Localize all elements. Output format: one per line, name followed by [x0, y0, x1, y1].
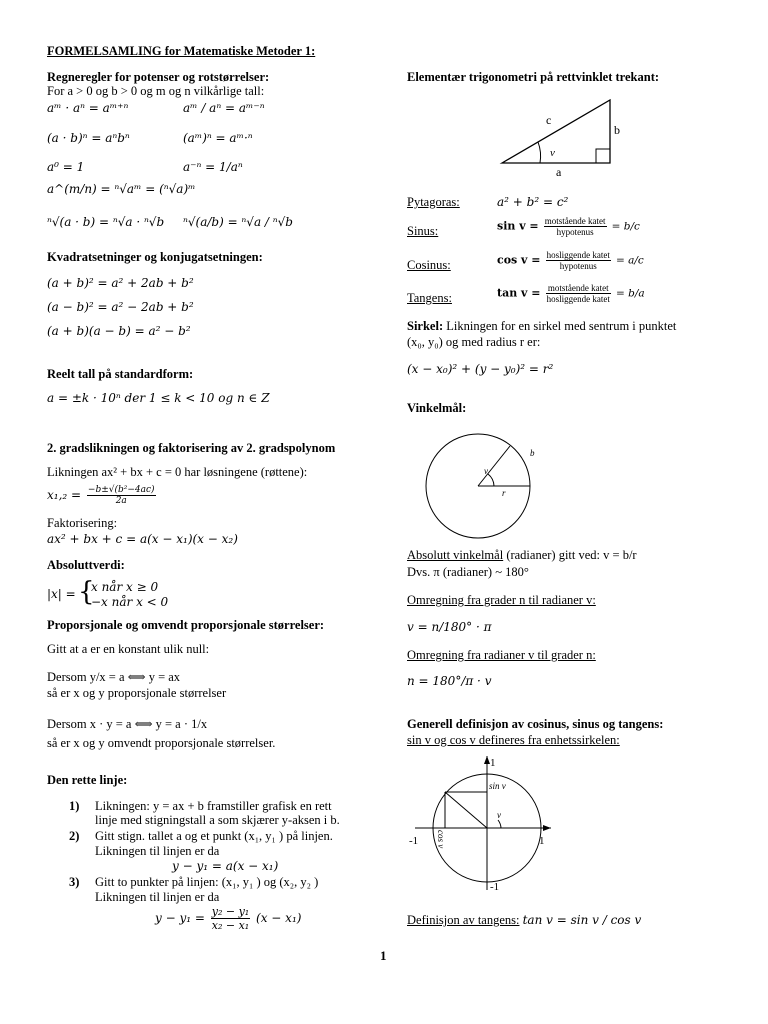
point-slope-formula: y − y₁ = a(x − x₁) — [172, 859, 279, 873]
rule-product: aᵐ · aⁿ = aᵐ⁺ⁿ — [47, 101, 129, 115]
unit-label-v: v — [497, 810, 501, 820]
heading-linje: Den rette linje: — [47, 773, 128, 787]
item2-number: 2) — [69, 829, 80, 843]
radian-label-v: v — [484, 466, 488, 476]
rule-root-product: ⁿ√(a · b) = ⁿ√a · ⁿ√b — [47, 215, 165, 229]
abs-lhs: |x| = — [47, 587, 76, 601]
heading-potenser: Regneregler for potenser og rotstørrelser: — [47, 70, 270, 84]
sirkel-desc1: Likningen for en sirkel med sentrum i punktet — [446, 319, 677, 333]
abs-angle-def — [407, 548, 637, 563]
tan-denominator: hosliggende katet — [546, 294, 610, 304]
pyt-formula: a² + b² = c² — [497, 195, 569, 209]
two-point-den: x₂ − x₁ — [211, 919, 250, 932]
rule-power-power: (aᵐ)ⁿ = aᵐ·ⁿ — [183, 131, 253, 145]
cos-ratio: = a/c — [615, 254, 644, 267]
rule-product-power: (a · b)ⁿ = aⁿbⁿ — [47, 131, 130, 145]
triangle-label-b: b — [614, 123, 620, 137]
tan-def-label: Definisjon av tangens: — [407, 913, 520, 927]
conjugate: (a + b)(a − b) = a² − b² — [47, 324, 191, 338]
roots-lhs: x₁,₂ = — [47, 488, 82, 502]
prop-given: Gitt at a er en konstant ulik null: — [47, 642, 210, 656]
sin-ratio: = b/c — [611, 220, 640, 233]
rule-negative: a⁻ⁿ = 1/aⁿ — [183, 160, 243, 174]
standardform-formula: a = ±k · 10ⁿ der 1 ≤ k < 10 og n ∈ Z — [47, 391, 270, 405]
two-point-lhs: y − y₁ = — [155, 911, 205, 925]
radian-label-r: r — [502, 488, 506, 498]
deg-to-rad-formula: v = n/180° · π — [407, 620, 492, 634]
abs-case2: −x når x < 0 — [91, 595, 169, 609]
radian-label-b: b — [530, 448, 535, 458]
axis-label-minus1-left: -1 — [409, 835, 419, 847]
abs-case1: x når x ≥ 0 — [91, 580, 159, 594]
item2-line1: Gitt stign. tallet a og et punkt (x₁, y₁ ) på linjen. — [95, 829, 333, 843]
axis-label-minus1-bottom: -1 — [490, 881, 500, 893]
grad2-equation: Likningen ax² + bx + c = 0 har løsningene (røttene): — [47, 465, 308, 479]
item2-line2: Likningen til linjen er da — [95, 844, 220, 858]
heading-vinkelmaal: Vinkelmål: — [407, 401, 467, 415]
tan-lhs: tan v = — [497, 286, 541, 300]
abs-brace: { — [78, 577, 95, 607]
cos-lhs: cos v = — [497, 253, 541, 267]
rule-quotient: aᵐ / aⁿ = aᵐ⁻ⁿ — [183, 101, 265, 115]
sin-numerator: motstående katet — [544, 216, 606, 226]
axis-label-1-top: 1 — [490, 757, 496, 769]
heading-prop: Proporsjonale og omvendt proporsjonale størrelser: — [47, 618, 325, 632]
heading-trig: Elementær trigonometri på rettvinklet trekant: — [407, 70, 660, 84]
prop-if2: Dersom x · y = a ⟺ y = a · 1/x — [47, 717, 208, 731]
grad2-roots — [47, 485, 158, 506]
triangle-label-v: v — [550, 147, 555, 159]
sin-formula — [497, 216, 640, 237]
rad-to-deg-formula: n = 180°/π · v — [407, 674, 492, 688]
pyt-label: Pytagoras: — [407, 195, 460, 209]
unit-label-sin: sin v — [489, 781, 506, 791]
square-diff: (a − b)² = a² − 2ab + b² — [47, 300, 194, 314]
sirkel-line1 — [407, 319, 676, 334]
tan-def-formula: tan v = sin v / cos v — [522, 913, 642, 927]
tan-def — [407, 913, 641, 928]
item3-number: 3) — [69, 875, 80, 889]
factorization-label: Faktorisering: — [47, 516, 118, 530]
cos-numerator: hosliggende katet — [546, 250, 610, 260]
item1-line1: Likningen: y = ax + b framstiller grafisk en rett — [95, 799, 332, 813]
sin-label: Sinus: — [407, 224, 439, 238]
unit-label-cos: cos v — [436, 830, 446, 849]
unit-circle-diagram — [405, 752, 555, 897]
tan-formula — [497, 283, 645, 304]
heading-sirkel: Sirkel: — [407, 319, 444, 333]
cos-formula — [497, 250, 644, 271]
right-triangle-diagram — [490, 90, 630, 180]
rule-root-quotient: ⁿ√(a/b) = ⁿ√a / ⁿ√b — [183, 215, 293, 229]
rule-root-power: a^(m/n) = ⁿ√aᵐ = (ⁿ√a)ᵐ — [47, 182, 196, 196]
item1-line2: linje med stigningstall a som skjærer y-aksen i b. — [95, 813, 340, 827]
rule-zero: a⁰ = 1 — [47, 160, 85, 174]
triangle-label-a: a — [556, 165, 562, 179]
heading-gendef: Generell definisjon av cosinus, sinus og tangens: — [407, 717, 664, 731]
prop-then1: så er x og y proporsjonale størrelser — [47, 686, 227, 700]
sin-denominator: hypotenus — [556, 227, 594, 237]
page-number: 1 — [380, 948, 387, 963]
abs-angle-formula: (radianer) gitt ved: v = b/r — [506, 548, 637, 562]
two-point-num: y₂ − y₁ — [211, 905, 250, 918]
prop-then2: så er x og y omvendt proporsjonale størrelser. — [47, 736, 276, 750]
sin-lhs: sin v = — [497, 219, 539, 233]
heading-abs: Absoluttverdi: — [47, 558, 125, 572]
prop-if1: Dersom y/x = a ⟺ y = ax — [47, 670, 181, 684]
pi-equivalence: Dvs. π (radianer) ~ 180° — [407, 565, 529, 579]
heading-grad2: 2. gradslikningen og faktorisering av 2. gradspolynom — [47, 441, 336, 455]
cos-label: Cosinus: — [407, 258, 451, 272]
sirkel-formula: (x − x₀)² + (y − y₀)² = r² — [407, 362, 554, 376]
tan-ratio: = b/a — [615, 287, 645, 300]
item3-line2: Likningen til linjen er da — [95, 890, 220, 904]
roots-numerator: −b±√(b²−4ac) — [87, 485, 155, 495]
heading-standardform: Reelt tall på standardform: — [47, 367, 194, 381]
potenser-intro: For a > 0 og b > 0 og m og n vilkårlige tall: — [47, 84, 265, 98]
rad-to-deg-heading: Omregning fra radianer v til grader n: — [407, 648, 596, 662]
radian-circle-diagram — [410, 432, 550, 544]
item3-line1: Gitt to punkter på linjen: (x₁, y₁ ) og (x₂, y₂ ) — [95, 875, 319, 889]
roots-denominator: 2a — [115, 496, 127, 506]
axis-label-1-right: 1 — [539, 835, 545, 847]
tan-label: Tangens: — [407, 291, 452, 305]
two-point-rhs: (x − x₁) — [256, 911, 302, 925]
tan-numerator: motstående katet — [546, 283, 611, 294]
abs-angle-label: Absolutt vinkelmål — [407, 548, 504, 562]
cos-denominator: hypotenus — [559, 261, 597, 271]
triangle-label-c: c — [546, 113, 552, 127]
gendef-sub: sin v og cos v defineres fra enhetssirkelen: — [407, 733, 620, 747]
deg-to-rad-heading: Omregning fra grader n til radianer v: — [407, 593, 596, 607]
page-title: FORMELSAMLING for Matematiske Metoder 1: — [47, 44, 316, 58]
item1-number: 1) — [69, 799, 80, 813]
sirkel-desc2: (x₀, y₀) og med radius r er: — [407, 335, 541, 349]
heading-kvadrat: Kvadratsetninger og konjugatsetningen: — [47, 250, 263, 264]
two-point-formula — [155, 905, 301, 932]
factorization-formula: ax² + bx + c = a(x − x₁)(x − x₂) — [47, 532, 238, 546]
square-sum: (a + b)² = a² + 2ab + b² — [47, 276, 194, 290]
